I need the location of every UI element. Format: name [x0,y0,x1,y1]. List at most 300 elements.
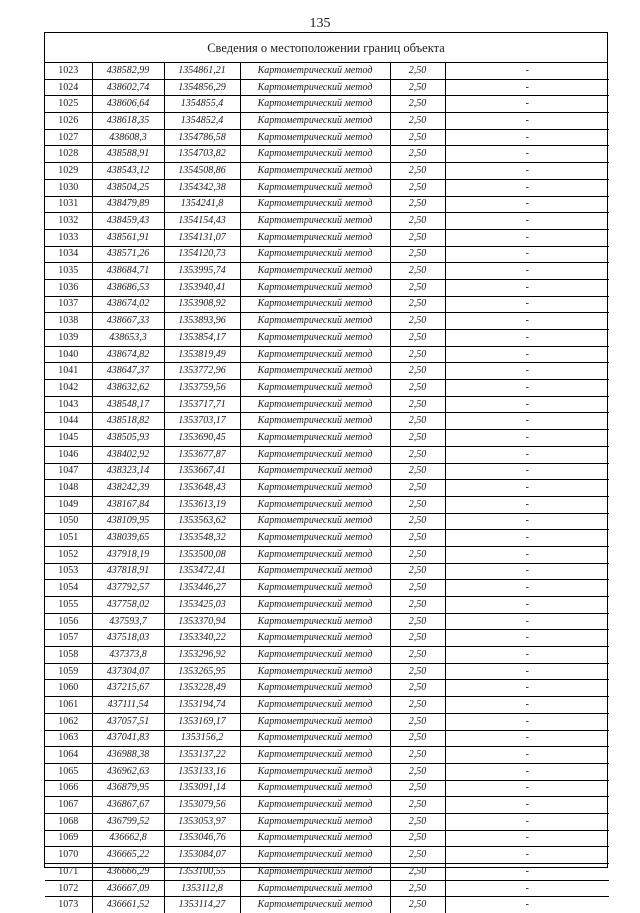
description-cell: - [445,630,609,647]
x-coordinate-cell: 438518,82 [92,413,164,430]
description-cell: - [445,663,609,680]
point-number-cell: 1027 [45,129,92,146]
x-coordinate-cell: 438647,37 [92,363,164,380]
accuracy-cell: 2,50 [390,496,445,513]
table-row [45,730,609,747]
x-coordinate-cell: 438543,12 [92,163,164,180]
table-row [45,113,609,130]
method-cell: Картометрический метод [240,430,390,447]
table-row [45,830,609,847]
x-coordinate-cell: 437111,54 [92,697,164,714]
table-row [45,446,609,463]
coordinates-table [45,63,609,913]
x-coordinate-cell: 438588,91 [92,146,164,163]
point-number-cell: 1041 [45,363,92,380]
table-row [45,496,609,513]
table-row [45,780,609,797]
y-coordinate-cell: 1354131,07 [164,229,240,246]
point-number-cell: 1046 [45,446,92,463]
method-cell: Картометрический метод [240,830,390,847]
point-number-cell: 1040 [45,346,92,363]
description-cell: - [445,780,609,797]
table-row [45,630,609,647]
x-coordinate-cell: 438686,53 [92,279,164,296]
table-row [45,313,609,330]
method-cell: Картометрический метод [240,79,390,96]
accuracy-cell: 2,50 [390,897,445,913]
y-coordinate-cell: 1353091,14 [164,780,240,797]
y-coordinate-cell: 1354508,86 [164,163,240,180]
accuracy-cell: 2,50 [390,330,445,347]
description-cell: - [445,647,609,664]
accuracy-cell: 2,50 [390,279,445,296]
point-number-cell: 1048 [45,480,92,497]
point-number-cell: 1045 [45,430,92,447]
description-cell: - [445,113,609,130]
point-number-cell: 1036 [45,279,92,296]
y-coordinate-cell: 1353053,97 [164,813,240,830]
point-number-cell: 1033 [45,229,92,246]
y-coordinate-cell: 1353194,74 [164,697,240,714]
point-number-cell: 1053 [45,563,92,580]
description-cell: - [445,830,609,847]
table-row [45,430,609,447]
table-row [45,413,609,430]
y-coordinate-cell: 1353100,55 [164,864,240,881]
point-number-cell: 1059 [45,663,92,680]
description-cell: - [445,763,609,780]
description-cell: - [445,179,609,196]
method-cell: Картометрический метод [240,630,390,647]
description-cell: - [445,213,609,230]
table-row [45,680,609,697]
description-cell: - [445,279,609,296]
method-cell: Картометрический метод [240,413,390,430]
point-number-cell: 1037 [45,296,92,313]
method-cell: Картометрический метод [240,96,390,113]
table-row [45,463,609,480]
point-number-cell: 1038 [45,313,92,330]
table-row [45,713,609,730]
method-cell: Картометрический метод [240,246,390,263]
y-coordinate-cell: 1353228,49 [164,680,240,697]
x-coordinate-cell: 438505,93 [92,430,164,447]
section-title: Сведения о местоположении границ объекта [45,33,607,63]
accuracy-cell: 2,50 [390,313,445,330]
y-coordinate-cell: 1353425,03 [164,597,240,614]
accuracy-cell: 2,50 [390,680,445,697]
y-coordinate-cell: 1353079,56 [164,797,240,814]
table-row [45,330,609,347]
x-coordinate-cell: 438684,71 [92,263,164,280]
x-coordinate-cell: 436988,38 [92,747,164,764]
x-coordinate-cell: 438242,39 [92,480,164,497]
x-coordinate-cell: 436665,22 [92,847,164,864]
description-cell: - [445,580,609,597]
accuracy-cell: 2,50 [390,463,445,480]
accuracy-cell: 2,50 [390,697,445,714]
method-cell: Картометрический метод [240,847,390,864]
table-row [45,263,609,280]
method-cell: Картометрический метод [240,463,390,480]
y-coordinate-cell: 1353759,56 [164,380,240,397]
y-coordinate-cell: 1353446,27 [164,580,240,597]
table-row [45,213,609,230]
table-row [45,546,609,563]
method-cell: Картометрический метод [240,279,390,296]
method-cell: Картометрический метод [240,146,390,163]
coordinates-table-body [45,63,609,913]
table-row [45,580,609,597]
x-coordinate-cell: 438167,84 [92,496,164,513]
description-cell: - [445,864,609,881]
table-row [45,246,609,263]
method-cell: Картометрический метод [240,797,390,814]
description-cell: - [445,129,609,146]
x-coordinate-cell: 438323,14 [92,463,164,480]
table-row [45,847,609,864]
accuracy-cell: 2,50 [390,797,445,814]
accuracy-cell: 2,50 [390,864,445,881]
point-number-cell: 1071 [45,864,92,881]
accuracy-cell: 2,50 [390,363,445,380]
x-coordinate-cell: 436799,52 [92,813,164,830]
accuracy-cell: 2,50 [390,713,445,730]
description-cell: - [445,313,609,330]
description-cell: - [445,196,609,213]
accuracy-cell: 2,50 [390,530,445,547]
method-cell: Картометрический метод [240,330,390,347]
point-number-cell: 1055 [45,597,92,614]
point-number-cell: 1026 [45,113,92,130]
description-cell: - [445,396,609,413]
y-coordinate-cell: 1353854,17 [164,330,240,347]
method-cell: Картометрический метод [240,880,390,897]
description-cell: - [445,480,609,497]
point-number-cell: 1047 [45,463,92,480]
point-number-cell: 1054 [45,580,92,597]
description-cell: - [445,79,609,96]
x-coordinate-cell: 437057,51 [92,713,164,730]
accuracy-cell: 2,50 [390,813,445,830]
y-coordinate-cell: 1353717,71 [164,396,240,413]
method-cell: Картометрический метод [240,63,390,79]
y-coordinate-cell: 1353265,95 [164,663,240,680]
table-row [45,597,609,614]
accuracy-cell: 2,50 [390,880,445,897]
description-cell: - [445,346,609,363]
point-number-cell: 1028 [45,146,92,163]
y-coordinate-cell: 1353940,41 [164,279,240,296]
method-cell: Картометрический метод [240,313,390,330]
x-coordinate-cell: 438667,33 [92,313,164,330]
x-coordinate-cell: 438606,64 [92,96,164,113]
method-cell: Картометрический метод [240,813,390,830]
description-cell: - [445,797,609,814]
accuracy-cell: 2,50 [390,146,445,163]
y-coordinate-cell: 1353648,43 [164,480,240,497]
accuracy-cell: 2,50 [390,63,445,79]
method-cell: Картометрический метод [240,263,390,280]
x-coordinate-cell: 437918,19 [92,546,164,563]
accuracy-cell: 2,50 [390,830,445,847]
x-coordinate-cell: 438479,89 [92,196,164,213]
method-cell: Картометрический метод [240,780,390,797]
method-cell: Картометрический метод [240,296,390,313]
accuracy-cell: 2,50 [390,847,445,864]
accuracy-cell: 2,50 [390,647,445,664]
point-number-cell: 1070 [45,847,92,864]
x-coordinate-cell: 437041,83 [92,730,164,747]
y-coordinate-cell: 1354154,43 [164,213,240,230]
x-coordinate-cell: 438548,17 [92,396,164,413]
description-cell: - [445,847,609,864]
point-number-cell: 1062 [45,713,92,730]
accuracy-cell: 2,50 [390,663,445,680]
table-row [45,96,609,113]
method-cell: Картометрический метод [240,897,390,913]
point-number-cell: 1050 [45,513,92,530]
point-number-cell: 1044 [45,413,92,430]
table-row [45,613,609,630]
table-row [45,747,609,764]
y-coordinate-cell: 1353995,74 [164,263,240,280]
x-coordinate-cell: 438632,62 [92,380,164,397]
description-cell: - [445,263,609,280]
description-cell: - [445,697,609,714]
method-cell: Картометрический метод [240,530,390,547]
y-coordinate-cell: 1353819,49 [164,346,240,363]
accuracy-cell: 2,50 [390,613,445,630]
accuracy-cell: 2,50 [390,179,445,196]
y-coordinate-cell: 1354852,4 [164,113,240,130]
document-frame [44,32,608,911]
x-coordinate-cell: 436962,63 [92,763,164,780]
method-cell: Картометрический метод [240,513,390,530]
accuracy-cell: 2,50 [390,246,445,263]
x-coordinate-cell: 438504,25 [92,179,164,196]
x-coordinate-cell: 437373,8 [92,647,164,664]
method-cell: Картометрический метод [240,363,390,380]
method-cell: Картометрический метод [240,229,390,246]
method-cell: Картометрический метод [240,480,390,497]
method-cell: Картометрический метод [240,864,390,881]
table-row [45,396,609,413]
x-coordinate-cell: 436661,52 [92,897,164,913]
description-cell: - [445,530,609,547]
accuracy-cell: 2,50 [390,430,445,447]
x-coordinate-cell: 438459,43 [92,213,164,230]
method-cell: Картометрический метод [240,763,390,780]
y-coordinate-cell: 1353613,19 [164,496,240,513]
description-cell: - [445,446,609,463]
table-row [45,897,609,913]
y-coordinate-cell: 1353677,87 [164,446,240,463]
table-row [45,763,609,780]
y-coordinate-cell: 1353667,41 [164,463,240,480]
method-cell: Картометрический метод [240,196,390,213]
accuracy-cell: 2,50 [390,730,445,747]
accuracy-cell: 2,50 [390,163,445,180]
point-number-cell: 1065 [45,763,92,780]
table-row [45,229,609,246]
accuracy-cell: 2,50 [390,129,445,146]
y-coordinate-cell: 1354241,8 [164,196,240,213]
point-number-cell: 1031 [45,196,92,213]
table-row [45,296,609,313]
point-number-cell: 1023 [45,63,92,79]
table-row [45,513,609,530]
method-cell: Картометрический метод [240,713,390,730]
description-cell: - [445,880,609,897]
point-number-cell: 1066 [45,780,92,797]
description-cell: - [445,413,609,430]
accuracy-cell: 2,50 [390,113,445,130]
point-number-cell: 1042 [45,380,92,397]
description-cell: - [445,513,609,530]
accuracy-cell: 2,50 [390,780,445,797]
y-coordinate-cell: 1353370,94 [164,613,240,630]
description-cell: - [445,897,609,913]
table-row [45,480,609,497]
accuracy-cell: 2,50 [390,546,445,563]
table-row [45,346,609,363]
method-cell: Картометрический метод [240,697,390,714]
method-cell: Картометрический метод [240,396,390,413]
method-cell: Картометрический метод [240,613,390,630]
table-row [45,813,609,830]
description-cell: - [445,363,609,380]
table-row [45,63,609,79]
x-coordinate-cell: 438674,82 [92,346,164,363]
description-cell: - [445,430,609,447]
method-cell: Картометрический метод [240,113,390,130]
point-number-cell: 1051 [45,530,92,547]
table-row [45,663,609,680]
accuracy-cell: 2,50 [390,213,445,230]
description-cell: - [445,163,609,180]
description-cell: - [445,730,609,747]
description-cell: - [445,713,609,730]
table-row [45,797,609,814]
table-row [45,129,609,146]
method-cell: Картометрический метод [240,730,390,747]
accuracy-cell: 2,50 [390,96,445,113]
y-coordinate-cell: 1353772,96 [164,363,240,380]
accuracy-cell: 2,50 [390,480,445,497]
table-row [45,196,609,213]
accuracy-cell: 2,50 [390,413,445,430]
description-cell: - [445,496,609,513]
table-row [45,697,609,714]
point-number-cell: 1060 [45,680,92,697]
method-cell: Картометрический метод [240,580,390,597]
description-cell: - [445,680,609,697]
point-number-cell: 1061 [45,697,92,714]
y-coordinate-cell: 1354703,82 [164,146,240,163]
y-coordinate-cell: 1353296,92 [164,647,240,664]
x-coordinate-cell: 437518,03 [92,630,164,647]
point-number-cell: 1035 [45,263,92,280]
x-coordinate-cell: 436867,67 [92,797,164,814]
method-cell: Картометрический метод [240,129,390,146]
point-number-cell: 1029 [45,163,92,180]
description-cell: - [445,597,609,614]
y-coordinate-cell: 1353114,27 [164,897,240,913]
point-number-cell: 1068 [45,813,92,830]
point-number-cell: 1049 [45,496,92,513]
y-coordinate-cell: 1353500,08 [164,546,240,563]
accuracy-cell: 2,50 [390,763,445,780]
page-number: 135 [309,16,331,31]
x-coordinate-cell: 438653,3 [92,330,164,347]
y-coordinate-cell: 1353046,76 [164,830,240,847]
method-cell: Картометрический метод [240,446,390,463]
accuracy-cell: 2,50 [390,513,445,530]
description-cell: - [445,96,609,113]
y-coordinate-cell: 1353690,45 [164,430,240,447]
x-coordinate-cell: 437593,7 [92,613,164,630]
method-cell: Картометрический метод [240,496,390,513]
accuracy-cell: 2,50 [390,446,445,463]
description-cell: - [445,63,609,79]
method-cell: Картометрический метод [240,213,390,230]
x-coordinate-cell: 438039,65 [92,530,164,547]
description-cell: - [445,747,609,764]
point-number-cell: 1052 [45,546,92,563]
table-row [45,864,609,881]
y-coordinate-cell: 1353893,96 [164,313,240,330]
point-number-cell: 1057 [45,630,92,647]
x-coordinate-cell: 438582,99 [92,63,164,79]
point-number-cell: 1064 [45,747,92,764]
accuracy-cell: 2,50 [390,263,445,280]
table-row [45,146,609,163]
point-number-cell: 1063 [45,730,92,747]
accuracy-cell: 2,50 [390,580,445,597]
method-cell: Картометрический метод [240,597,390,614]
accuracy-cell: 2,50 [390,79,445,96]
x-coordinate-cell: 438561,91 [92,229,164,246]
method-cell: Картометрический метод [240,680,390,697]
point-number-cell: 1072 [45,880,92,897]
y-coordinate-cell: 1353703,17 [164,413,240,430]
x-coordinate-cell: 438618,35 [92,113,164,130]
y-coordinate-cell: 1353156,2 [164,730,240,747]
method-cell: Картометрический метод [240,380,390,397]
x-coordinate-cell: 438602,74 [92,79,164,96]
y-coordinate-cell: 1353472,41 [164,563,240,580]
x-coordinate-cell: 436662,8 [92,830,164,847]
method-cell: Картометрический метод [240,563,390,580]
table-row [45,880,609,897]
x-coordinate-cell: 438571,26 [92,246,164,263]
x-coordinate-cell: 438608,3 [92,129,164,146]
table-row [45,563,609,580]
y-coordinate-cell: 1354120,73 [164,246,240,263]
table-row [45,647,609,664]
y-coordinate-cell: 1353340,22 [164,630,240,647]
y-coordinate-cell: 1353908,92 [164,296,240,313]
description-cell: - [445,463,609,480]
description-cell: - [445,546,609,563]
description-cell: - [445,563,609,580]
table-row [45,179,609,196]
point-number-cell: 1039 [45,330,92,347]
point-number-cell: 1024 [45,79,92,96]
x-coordinate-cell: 437758,02 [92,597,164,614]
table-row [45,79,609,96]
